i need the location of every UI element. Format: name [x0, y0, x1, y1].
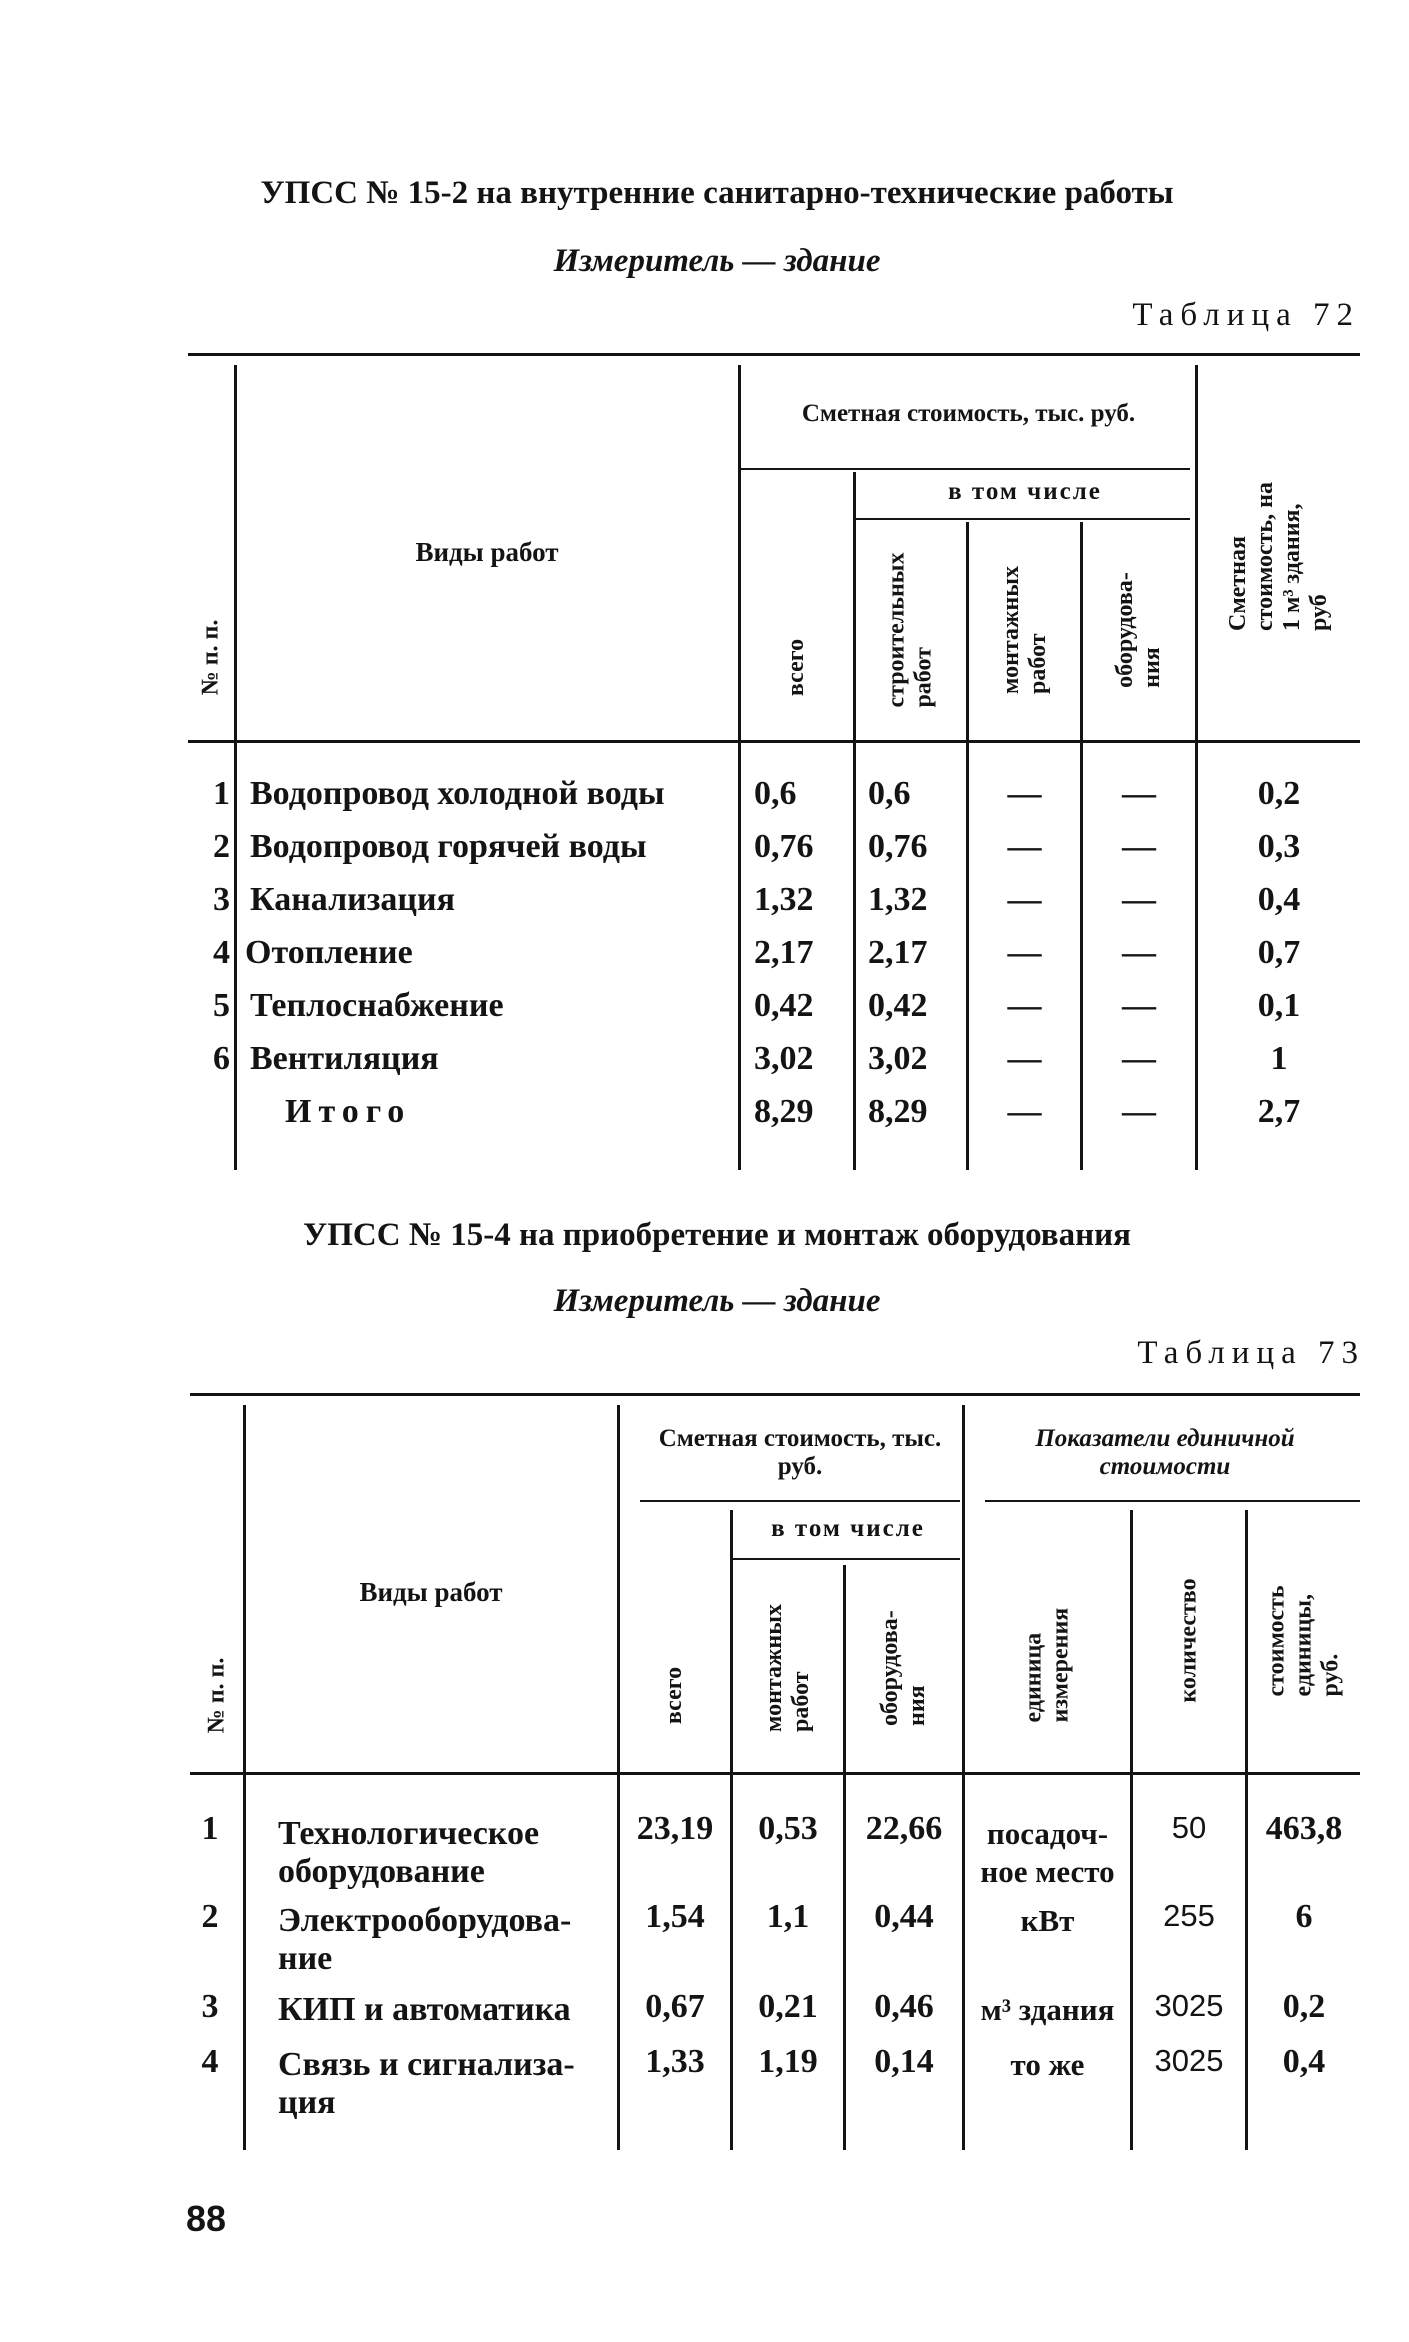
- table73-number: Таблица 73: [1137, 1335, 1365, 1371]
- table73-header-work: Виды работ: [359, 1577, 503, 1607]
- table72-header-cost: Сметная стоимость, тыс. руб.: [801, 400, 1136, 427]
- table72-header-equip: оборудова-ния: [1112, 572, 1166, 688]
- table73-header-unit-cost: стоимость единицы, руб.: [1263, 1584, 1344, 1696]
- table72-title: УПСС № 15-2 на внутренние санитарно-технические работы: [260, 175, 1174, 211]
- table73-title: УПСС № 15-4 на приобретение и монтаж оборудования: [303, 1217, 1131, 1253]
- table72-header-total: всего: [783, 638, 810, 697]
- table72-header-num: № п. п.: [197, 619, 224, 696]
- table72-header-work: Виды работ: [415, 537, 559, 567]
- table73-header-cost: Сметная стоимость, тыс. руб.: [658, 1425, 942, 1480]
- table72-measure: Измеритель — здание: [553, 243, 881, 279]
- table72-number: Таблица 72: [1132, 297, 1360, 333]
- table73-header-total: всего: [661, 1666, 688, 1724]
- table73-header-mount: монтажных работ: [761, 1603, 815, 1732]
- table72-header-constr: строительных работ: [884, 552, 938, 708]
- table73-header-equip: оборудова-ния: [877, 1609, 930, 1726]
- table72-header-per-m3: Сметная стоимость, на 1 м³ здания, руб: [1225, 482, 1332, 631]
- table73-header-incl: в том числе: [771, 1515, 925, 1542]
- table73-header-unit-group: Показатели единичной стоимости: [1035, 1425, 1295, 1480]
- table73-header-num: № п. п.: [203, 1657, 229, 1733]
- page-number: 88: [186, 2198, 227, 2239]
- table72-header-incl: в том числе: [948, 478, 1102, 505]
- table72-header-mount: монтажных работ: [997, 566, 1051, 694]
- table73-header-qty: количество: [1175, 1577, 1202, 1703]
- table73-measure: Измеритель — здание: [553, 1283, 881, 1319]
- table73-header-unit: единица измерения: [1020, 1607, 1074, 1723]
